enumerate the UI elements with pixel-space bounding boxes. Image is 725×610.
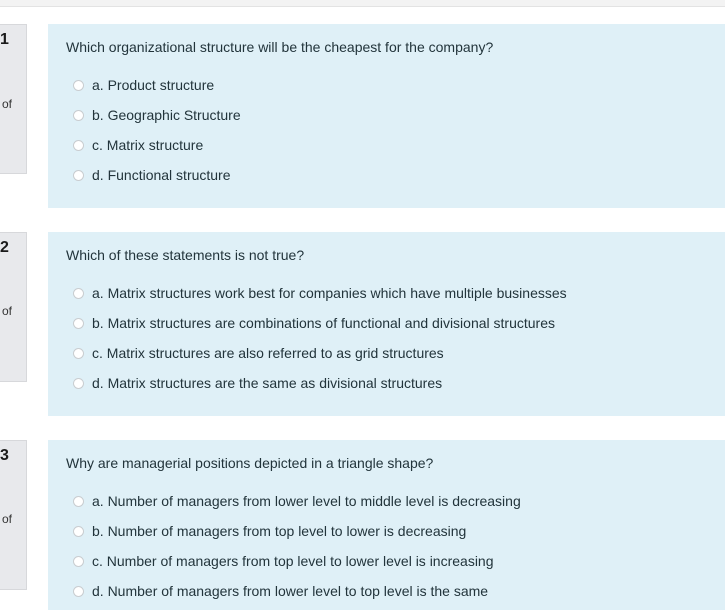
radio-button[interactable] <box>73 318 84 329</box>
answer-option[interactable] <box>73 314 555 332</box>
answer-option[interactable] <box>73 522 466 540</box>
question-text: Why are managerial positions depicted in a triangle shape? <box>66 455 434 471</box>
question-number: 3 <box>0 447 9 464</box>
question-text: Which organizational structure will be the cheapest for the company? <box>66 39 494 55</box>
answer-option-label: d. Number of managers from lower level to top level is the same <box>92 583 489 599</box>
answer-option[interactable] <box>73 166 231 184</box>
radio-button[interactable] <box>73 348 84 359</box>
answer-option[interactable] <box>73 76 214 94</box>
answer-option-label: b. Matrix structures are combinations of functional and divisional structures <box>92 315 555 331</box>
question-of-label: of <box>2 512 13 526</box>
answer-option[interactable] <box>73 136 203 154</box>
question-card <box>48 440 725 610</box>
top-bar <box>0 0 725 7</box>
answer-option-label: b. Number of managers from top level to lower is decreasing <box>92 523 467 539</box>
answer-option-label: c. Number of managers from top level to lower level is increasing <box>92 553 494 569</box>
radio-button[interactable] <box>73 80 84 91</box>
radio-button[interactable] <box>73 288 84 299</box>
answer-option-label: a. Product structure <box>92 77 215 93</box>
answer-option-label: b. Geographic Structure <box>92 107 241 123</box>
radio-button[interactable] <box>73 496 84 507</box>
question-number: 1 <box>0 31 9 48</box>
answer-option[interactable] <box>73 492 521 510</box>
answer-option[interactable] <box>73 552 494 570</box>
radio-button[interactable] <box>73 170 84 181</box>
answer-option-label: a. Number of managers from lower level to middle level is decreasing <box>92 493 521 509</box>
question-card <box>48 232 725 416</box>
question-card <box>48 24 725 208</box>
answer-option[interactable] <box>73 374 442 392</box>
question-of-label: of <box>2 97 13 111</box>
answer-option-label: a. Matrix structures work best for companies which have multiple businesses <box>92 285 567 301</box>
answer-option-label: d. Functional structure <box>92 167 231 183</box>
radio-button[interactable] <box>73 526 84 537</box>
radio-button[interactable] <box>73 140 84 151</box>
question-text: Which of these statements is not true? <box>66 247 305 263</box>
radio-button[interactable] <box>73 110 84 121</box>
answer-option[interactable] <box>73 344 444 362</box>
question-number: 2 <box>0 239 9 256</box>
answer-option[interactable] <box>73 582 488 600</box>
answer-option-label: d. Matrix structures are the same as divisional structures <box>92 375 443 391</box>
question-of-label: of <box>2 304 13 318</box>
answer-option-label: c. Matrix structure <box>92 137 204 153</box>
radio-button[interactable] <box>73 378 84 389</box>
answer-option[interactable] <box>73 106 241 124</box>
radio-button[interactable] <box>73 556 84 567</box>
answer-option[interactable] <box>73 284 567 302</box>
answer-option-label: c. Matrix structures are also referred to as grid structures <box>92 345 444 361</box>
radio-button[interactable] <box>73 586 84 597</box>
